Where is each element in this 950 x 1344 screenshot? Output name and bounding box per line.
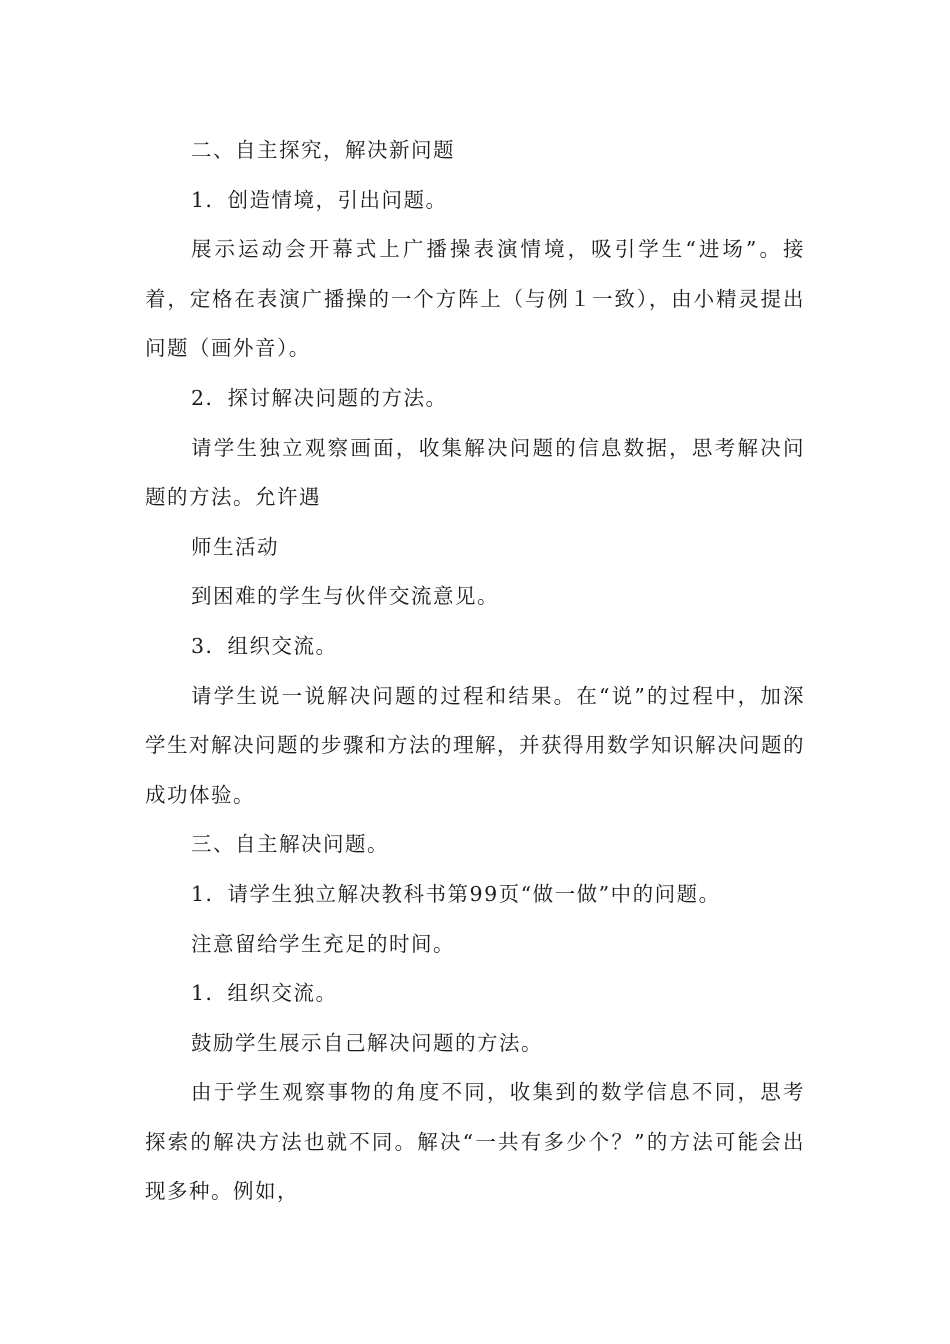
section-heading-2: 二、自主探究，解决新问题	[191, 138, 455, 162]
document-body	[145, 126, 805, 1217]
paragraph-observe: 请学生独立观察画面，收集解决问题的信息数据，思考解决问题的方法。允许遇	[145, 435, 805, 510]
step-heading-textbook-exercise: 1．请学生独立解决教科书第99页“做一做”中的问题。	[191, 881, 721, 906]
section-heading-3: 三、自主解决问题。	[191, 832, 389, 857]
paragraph-situation: 展示运动会开幕式上广播操表演情境，吸引学生“进场”。接着，定格在表演广播操的一个方阵上（与例１一致），由小精灵提出问题（画外音）。	[145, 237, 805, 361]
step-heading-organize-exchange-2: 1．组织交流。	[191, 981, 338, 1006]
step-heading-organize-exchange: 3．组织交流。	[191, 633, 338, 658]
paragraph-encourage: 鼓励学生展示自己解决问题的方法。	[191, 1030, 543, 1055]
paragraph-explain-process: 请学生说一说解决问题的过程和结果。在“说”的过程中，加深学生对解决问题的步骤和方法的理解，并获得用数学知识解决问题的成功体验。	[145, 683, 805, 807]
paragraph-peer-exchange: 到困难的学生与伙伴交流意见。	[191, 584, 499, 609]
label-teacher-student-activity: 师生活动	[191, 534, 279, 559]
paragraph-methods-vary: 由于学生观察事物的角度不同，收集到的数学信息不同，思考探索的解决方法也就不同。解决“一共有多少个？”的方法可能会出现多种。例如，	[145, 1080, 805, 1204]
step-heading-explore-method: 2．探讨解决问题的方法。	[191, 385, 448, 410]
step-heading-create-situation: 1．创造情境，引出问题。	[191, 187, 448, 212]
paragraph-allow-time: 注意留给学生充足的时间。	[191, 931, 455, 956]
